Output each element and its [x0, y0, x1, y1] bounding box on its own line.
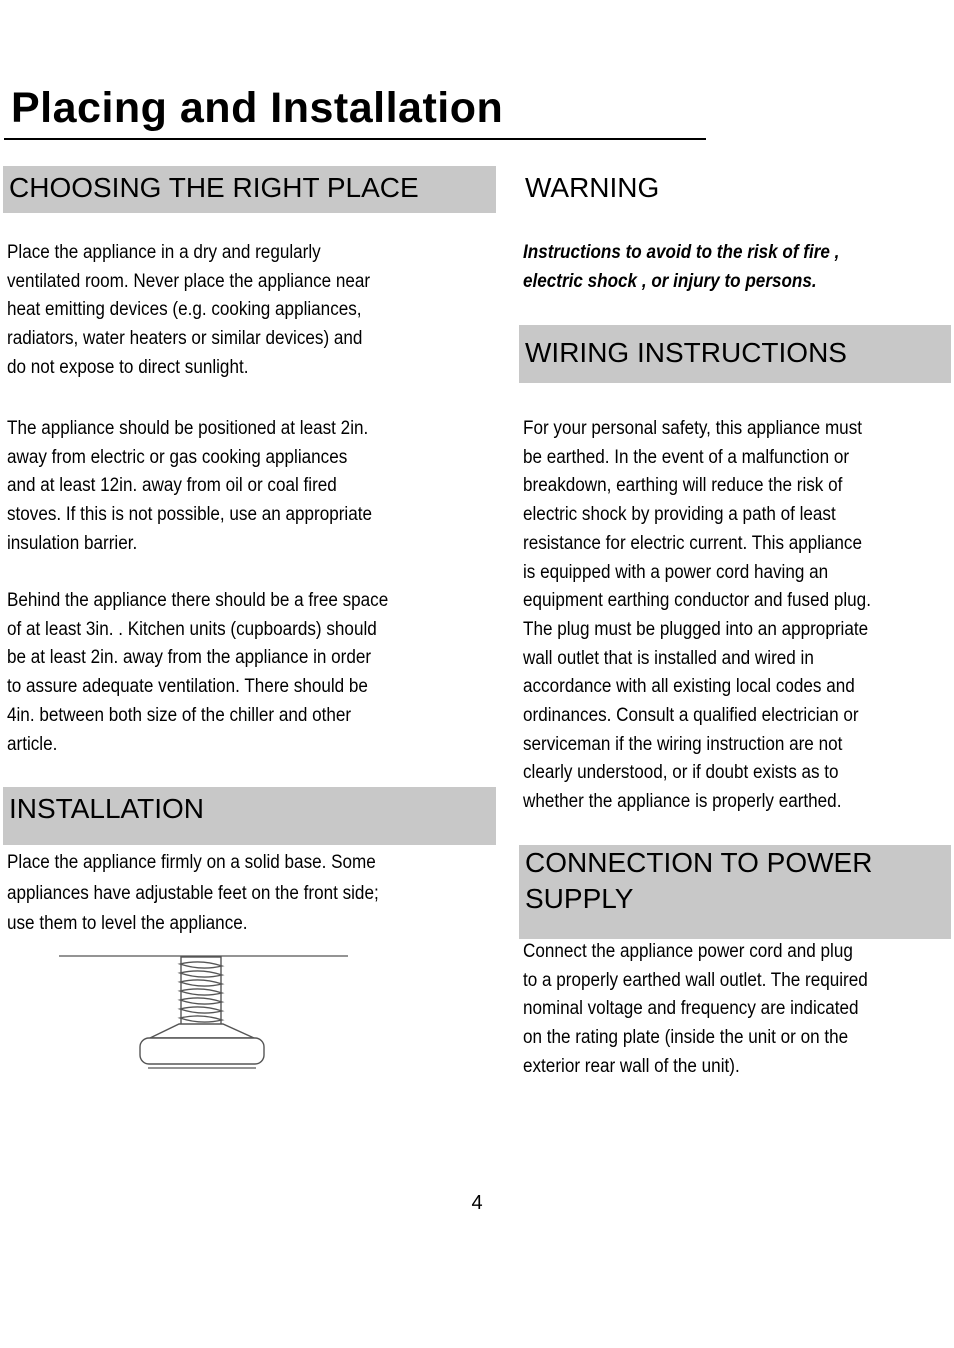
choosing-paragraph-3: Behind the appliance there should be a free space of at least 3in. . Kitchen units (cupboards) should be at least 2in. away from the appliance in order to assure adequate ventilation. There should be 4in. between both size of the chiller and other article. — [7, 590, 389, 755]
wiring-paragraph: For your personal safety, this appliance must be earthed. In the event of a malfunction or breakdown, earthing will reduce the risk of electric shock by providing a path of least resistance for electric current. This appliance is equipped with a power cord having an equipment earthing conductor and fused plug. The plug must be plugged into an appropriate wall outlet that is installed and wired in accordance with all existing local codes and ordinances. Consult a qualified electrician or serviceman if the wiring instruction are not clearly understood, or if doubt exists as to whether the appliance is properly earthed. — [523, 418, 871, 813]
connection-paragraph: Connect the appliance power cord and plug to a properly earthed wall outlet. The required nominal voltage and frequency are indicated on the rating plate (inside the unit or on the exterior rear wall of the unit). — [523, 941, 868, 1077]
connection-power-supply-heading: CONNECTION TO POWER SUPPLY — [519, 845, 951, 939]
page-number: 4 — [471, 1192, 483, 1214]
choosing-paragraph-2: The appliance should be positioned at least 2in. away from electric or gas cooking appliances and at least 12in. away from oil or coal fired stoves. If this is not possible, use an appropriate insulation barrier. — [7, 418, 373, 554]
warning-heading: WARNING — [525, 172, 660, 203]
wiring-instructions-heading: WIRING INSTRUCTIONS — [519, 325, 951, 383]
title-rule — [4, 138, 706, 140]
page-title: Placing and Installation — [11, 84, 504, 132]
warning-text: Instructions to avoid to the risk of fire , electric shock , or injury to persons. — [523, 242, 840, 292]
adjustable-foot-illustration — [56, 950, 352, 1076]
installation-paragraph: Place the appliance firmly on a solid base. Some appliances have adjustable feet on the front side; use them to level the appliance. — [7, 852, 379, 934]
choosing-paragraph-1: Place the appliance in a dry and regularly ventilated room. Never place the appliance near heat emitting devices (e.g. cooking appliances, radiators, water heaters or similar devices) and do not expose to direct sunlight. — [7, 242, 371, 378]
installation-heading: INSTALLATION — [3, 787, 496, 845]
choosing-place-heading: CHOOSING THE RIGHT PLACE — [3, 166, 496, 213]
